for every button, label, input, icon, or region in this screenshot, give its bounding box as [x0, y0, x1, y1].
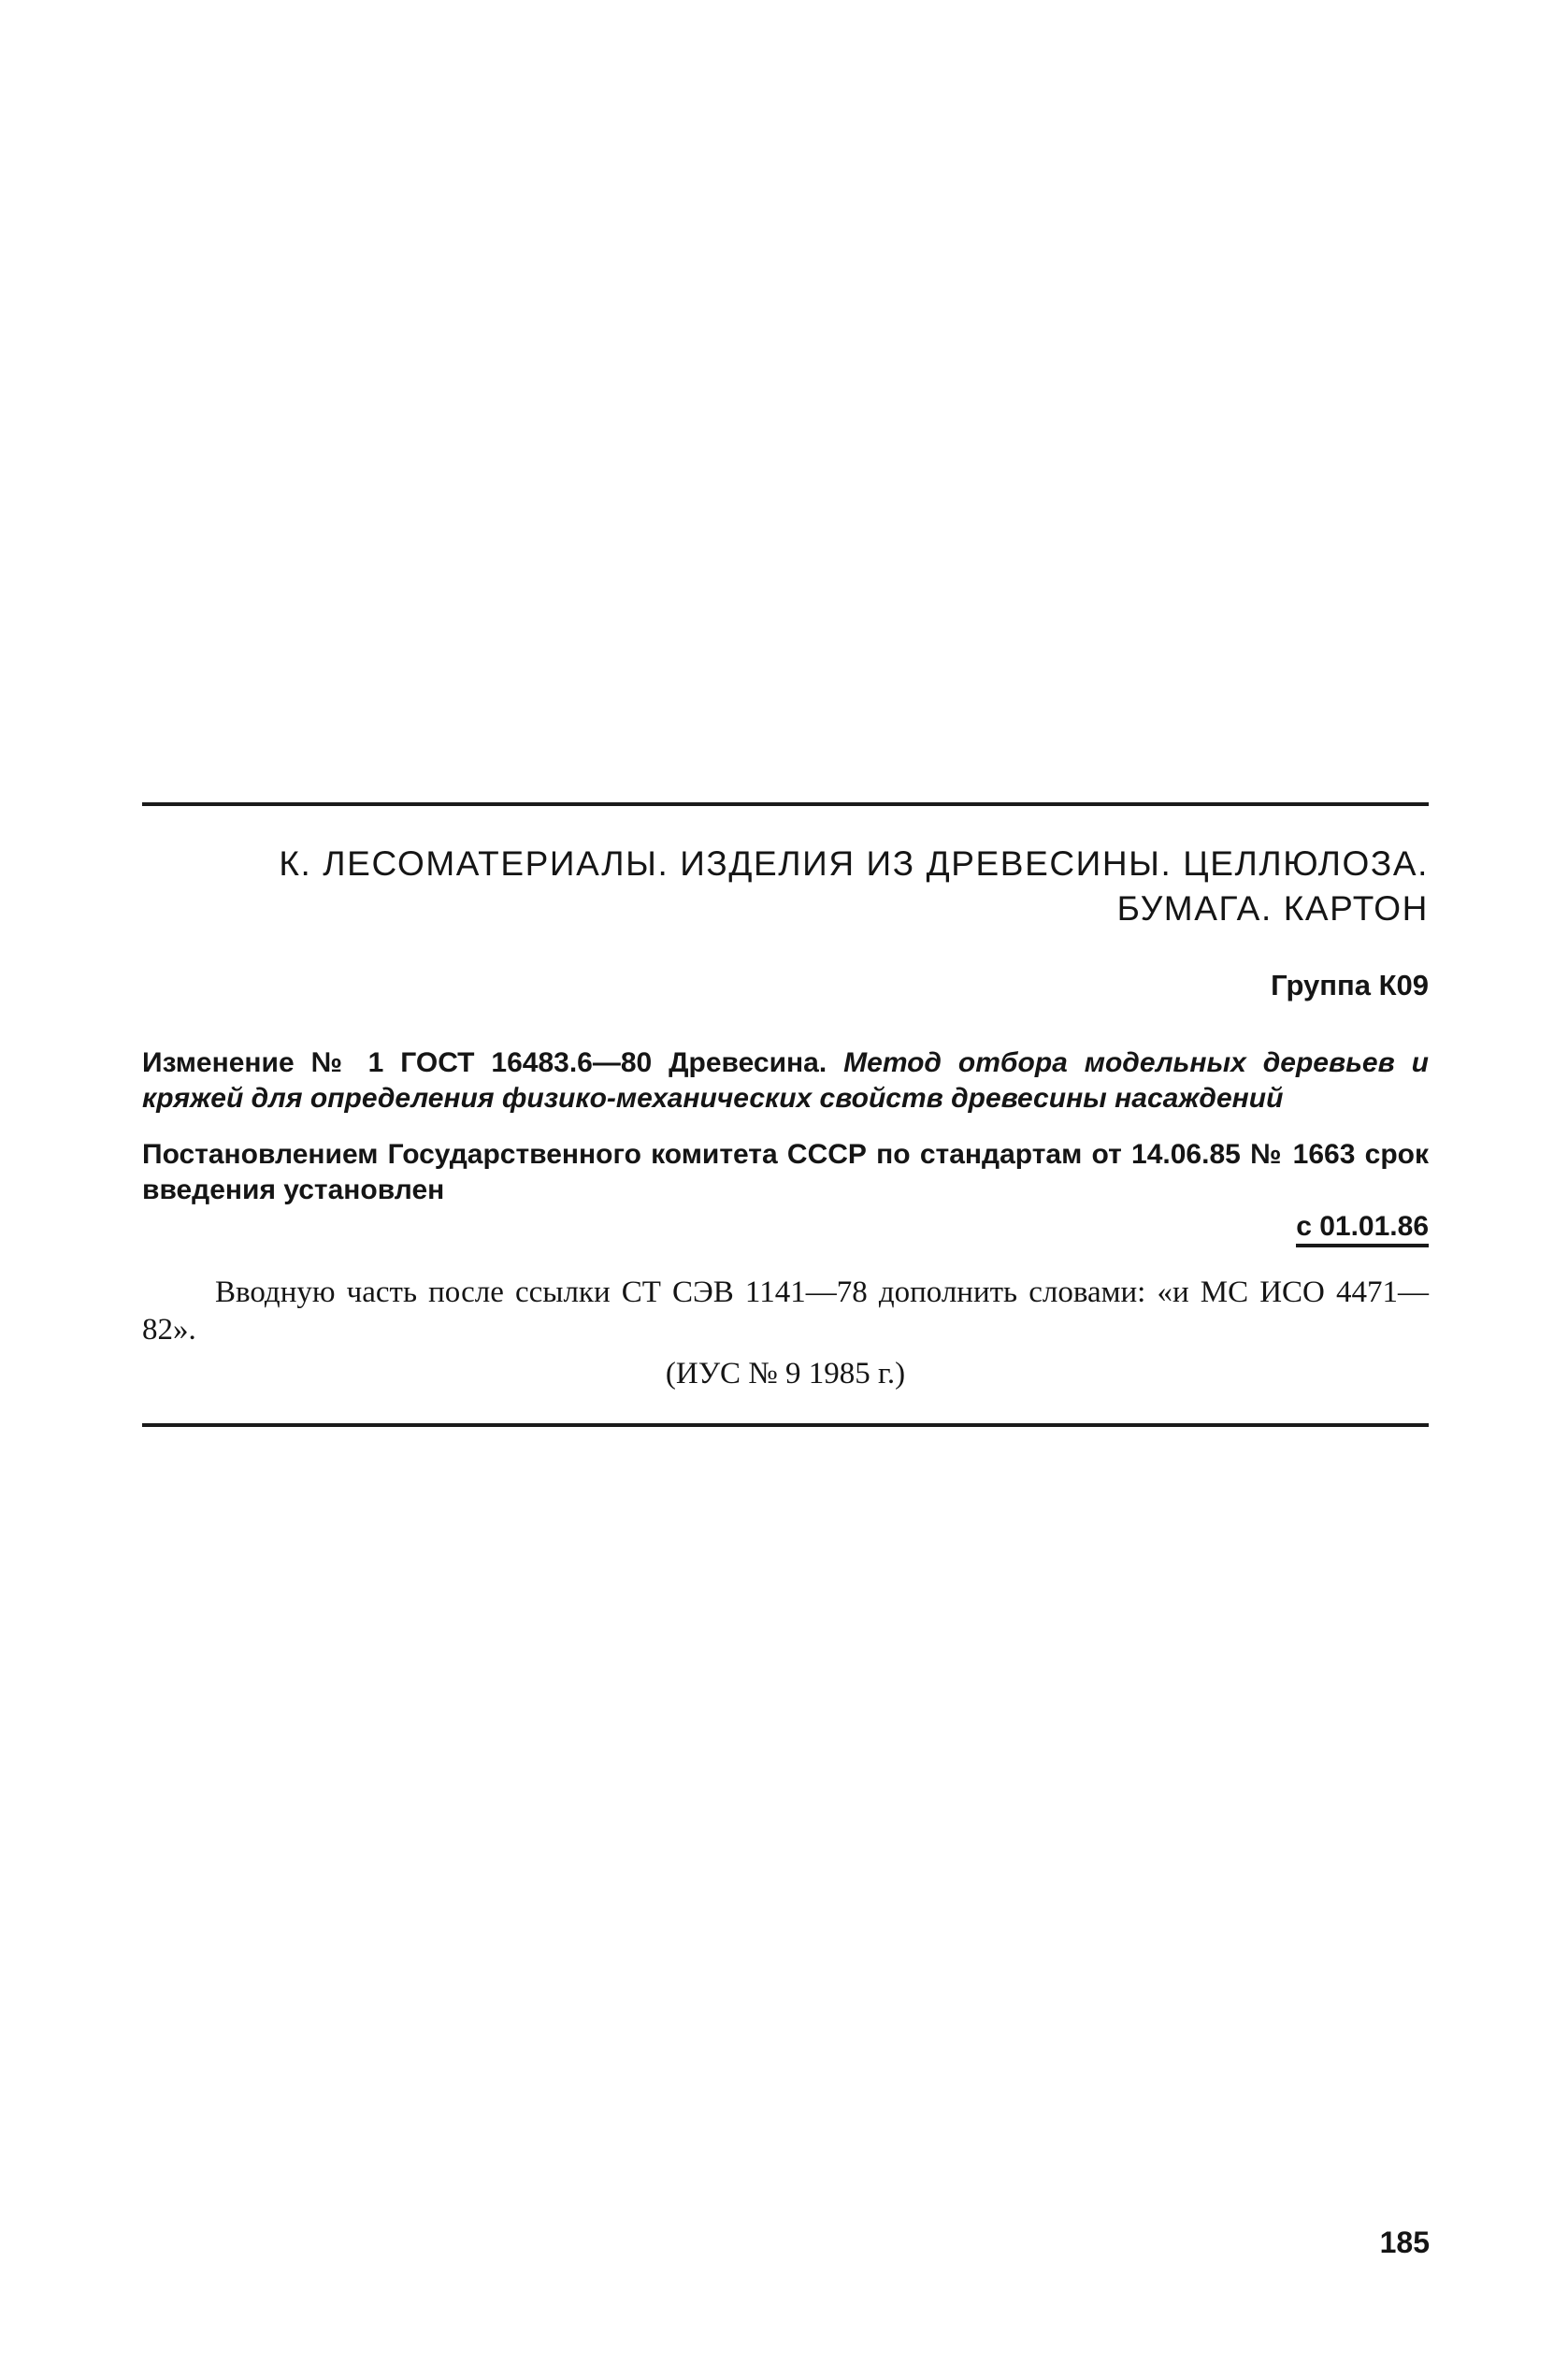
resolution-text: Постановлением Государственного комитета СССР по стандартам от 14.06.85 № 1663 срок введения установлен [142, 1139, 1429, 1205]
source-reference: (ИУС № 9 1985 г.) [665, 1357, 906, 1390]
bottom-rule [142, 1423, 1429, 1427]
section-heading [142, 842, 1429, 931]
top-rule [142, 802, 1429, 806]
heading-line-2: БУМАГА. КАРТОН [1116, 889, 1429, 928]
effective-date: с 01.01.86 [1296, 1211, 1429, 1247]
change-title: Метод отбора модельных деревьев и кряжей для определения физико-механических свойств древесины насаждений [142, 1047, 1430, 1114]
change-notice [142, 1045, 1429, 1117]
heading-line-1: К. ЛЕСОМАТЕРИАЛЫ. ИЗДЕЛИЯ ИЗ ДРЕВЕСИНЫ. ЦЕЛЛЮЛОЗА. [279, 844, 1429, 883]
change-prefix: Изменение № 1 ГОСТ 16483.6—80 Древесина. [142, 1047, 827, 1078]
page-number: 185 [1379, 2226, 1430, 2259]
amendment-text: Вводную часть после ссылки СТ СЭВ 1141—78 дополнить словами: «и МС ИСО 4471—82». [142, 1275, 1429, 1347]
group-code: Группа К09 [1271, 969, 1429, 1001]
effective-date-line [142, 1208, 1429, 1246]
document-block [142, 802, 1429, 1427]
